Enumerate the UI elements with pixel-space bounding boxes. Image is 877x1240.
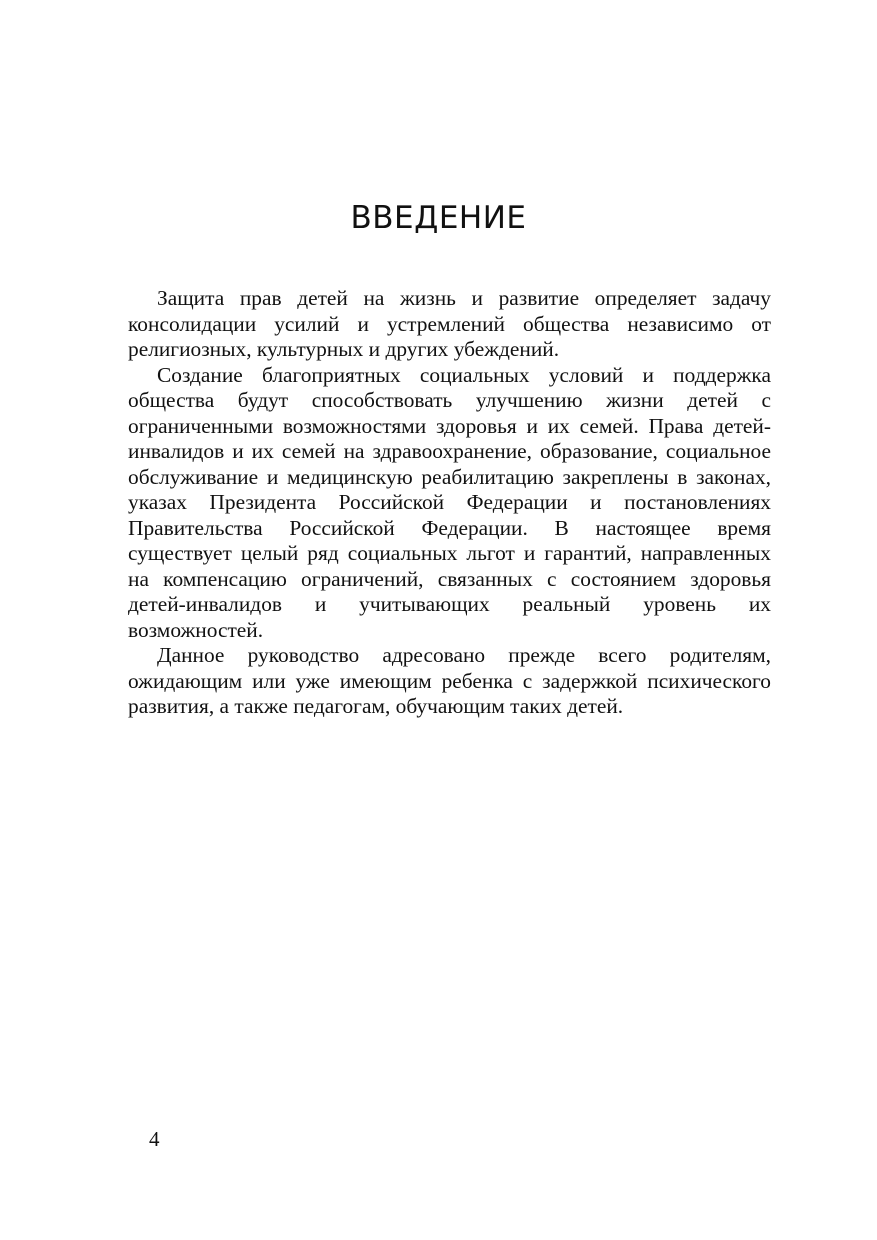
page-number: 4 (149, 1127, 160, 1151)
body-text (128, 286, 771, 720)
paragraph-1: Защита прав детей на жизнь и развитие определяет задачу консолидации усилий и устремлений общества независимо от религиозных, культурных и других убеждений. (128, 286, 771, 361)
paragraph-3: Данное руководство адресовано прежде всего родителям, ожидающим или уже имеющим ребенка с задержкой психического развития, а также педагогам, обучающим таких детей. (128, 643, 771, 718)
page-title: ВВЕДЕНИЕ (350, 200, 527, 236)
paragraph-2: Создание благоприятных социальных условий и поддержка общества будут способствовать улучшению жизни детей с ограниченными возможностями здоровья и их семей. Права детей-инвалидов и их семей на здравоохранение, образование, социальное обслуживание и медицинскую реабилитацию закреплены в законах, указах Президента Российской Федерации и постановлениях Правительства Российской Федерации. В настоящее время существует целый ряд социальных льгот и гарантий, направленных на компенсацию ограничений, связанных с состоянием здоровья детей-инвалидов и учитывающих реальный уровень их возможностей. (128, 362, 771, 642)
